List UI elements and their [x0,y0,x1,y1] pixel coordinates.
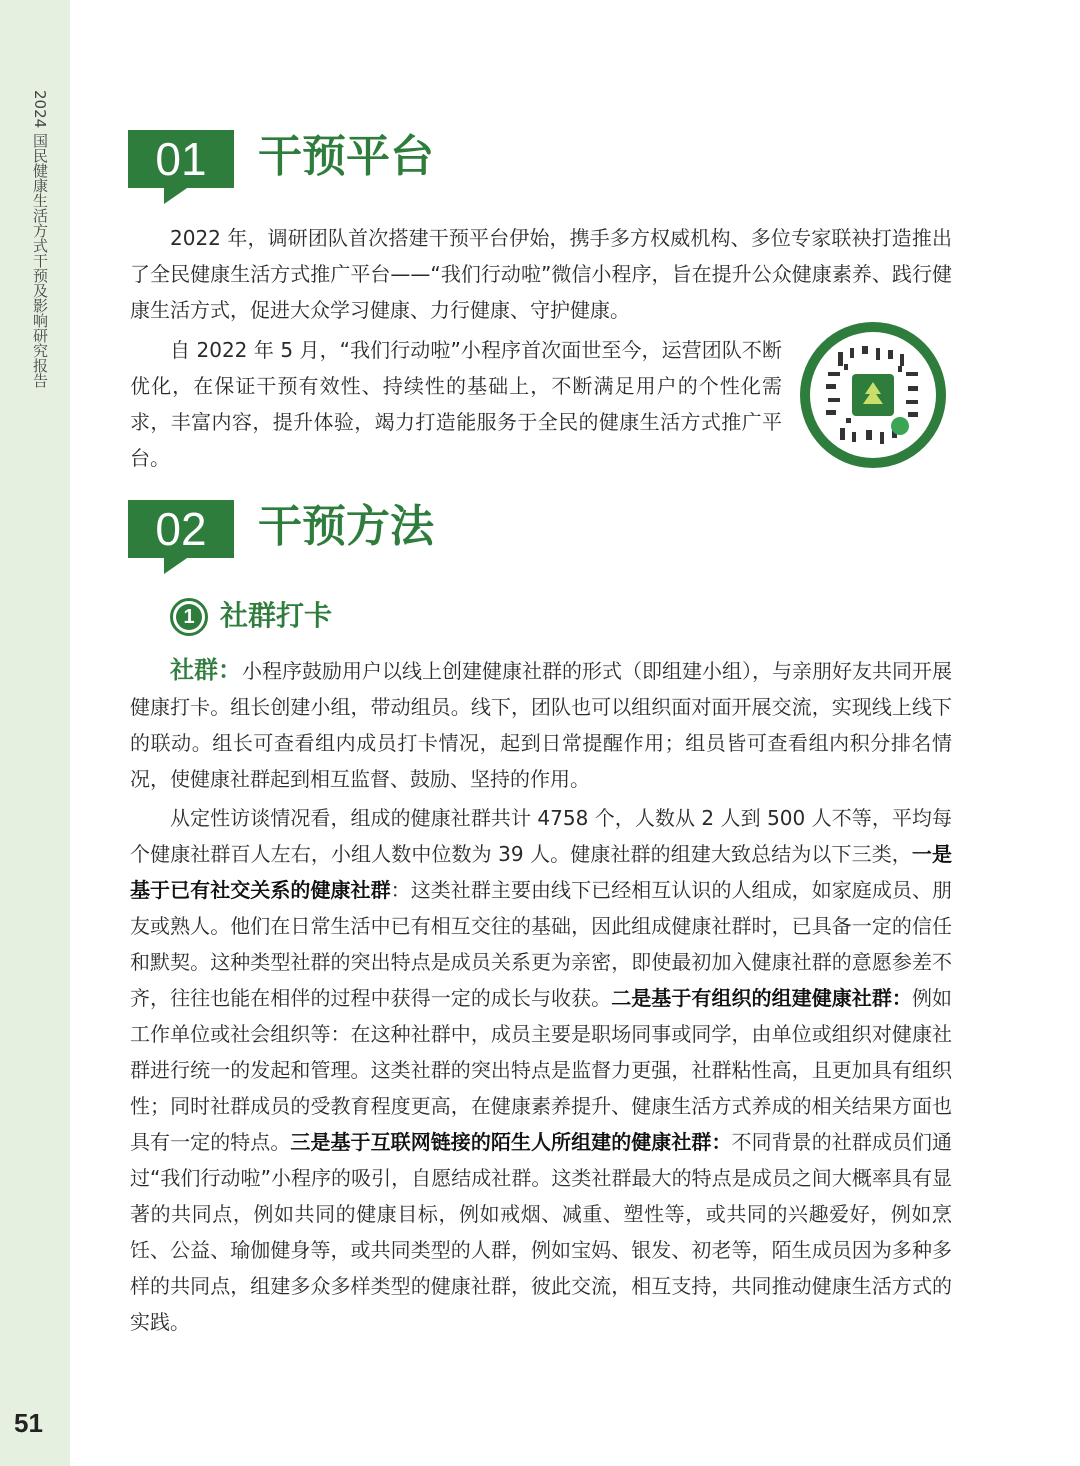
section-number-badge [128,500,234,558]
bold-heading: 二是基于有组织的组建健康社群： [611,986,912,1010]
report-title: 2024 国民健康生活方式干预及影响研究报告 [31,90,49,388]
subsection-number: 1 [176,604,202,630]
section-number-badge [128,130,234,188]
paragraph: 2022 年，调研团队首次搭建干预平台伊始，携手多方权威机构、多位专家联袂打造推出了全民健康生活方式推广平台——“我们行动啦”微信小程序，旨在提升公众健康素养、践行健康生活方式，促进大众学习健康、力行健康、守护健康。 [130,226,952,322]
section-number: 01 [155,133,207,185]
section-title: 干预平台 [258,131,434,182]
paragraph-text: 小程序鼓励用户以线上创建健康社群的形式（即组建小组），与亲朋好友共同开展健康打卡。组长创建小组，带动组员。线下，团队也可以组织面对面开展交流，实现线上线下的联动。组长可查看组内成员打卡情况，起到日常提醒作用；组员皆可查看组内积分排名情况，使健康社群起到相互监督、鼓励、坚持的作用。 [130,659,952,791]
paragraph-text: 从定性访谈情况看，组成的健康社群共计 4758 个，人数从 2 人到 500 人不等，平均每个健康社群百人左右，小组人数中位数为 39 人。健康社群的组建大致总结为以下三类， [130,806,952,866]
subsection-number-icon [170,598,208,636]
paragraph-text: 不同背景的社群成员们通过“我们行动啦”小程序的吸引，自愿结成社群。这类社群最大的特点是成员之间大概率具有显著的共同点，例如共同的健康目标，例如戒烟、减重、塑性等，或共同的兴趣爱好，例如烹饪、公益、瑜伽健身等，或共同类型的人群，例如宝妈、银发、初老等，陌生成员因为多种多样的共同点，组建多众多样类型的健康社群，彼此交流，相互支持，共同推动健康生活方式的实践。 [130,1130,953,1334]
bold-heading: 三是基于互联网链接的陌生人所组建的健康社群： [290,1130,732,1154]
bold-heading: 一是基于已有社交关系的健康社群 [130,842,953,902]
paragraph [130,800,952,1340]
badge-tail [164,186,190,204]
qr-code-icon [810,332,936,458]
subsection-title: 社群打卡 [220,599,333,632]
page-number: 51 [14,1408,43,1438]
paragraph: 自 2022 年 5 月，“我们行动啦”小程序首次面世至今，运营团队不断优化，在保证干预有效性、持续性的基础上，不断满足用户的个性化需求，丰富内容，提升体验，竭力打造能服务于全民的健康生活方式推广平台。 [130,338,782,470]
paragraph-text: ：这类社群主要由线下已经相互认识的人组成，如家庭成员、朋友或熟人。他们在日常生活中已有相互交往的基础，因此组成健康社群时，已具备一定的信任和默契。这种类型社群的突出特点是成员关系更为亲密，即使最初加入健康社群的意愿参差不齐，往往也能在相伴的过程中获得一定的成长与收获。 [130,878,953,1010]
paragraph-text: 例如工作单位或社会组织等：在这种社群中，成员主要是职场同事或同学，由单位或组织对健康社群进行统一的发起和管理。这类社群的突出特点是监督力更强，社群粘性高，且更加具有组织性；同时社群成员的受教育程度更高，在健康素养提升、健康生活方式养成的相关结果方面也具有一定的特点。 [130,986,953,1154]
mini-program-qr-code [800,322,946,468]
paragraph-lead: 社群： [170,656,242,684]
section-number: 02 [155,503,207,555]
badge-tail [164,556,190,574]
section-title: 干预方法 [258,501,434,552]
qr-code-pattern [810,332,936,458]
paragraph [130,652,952,797]
